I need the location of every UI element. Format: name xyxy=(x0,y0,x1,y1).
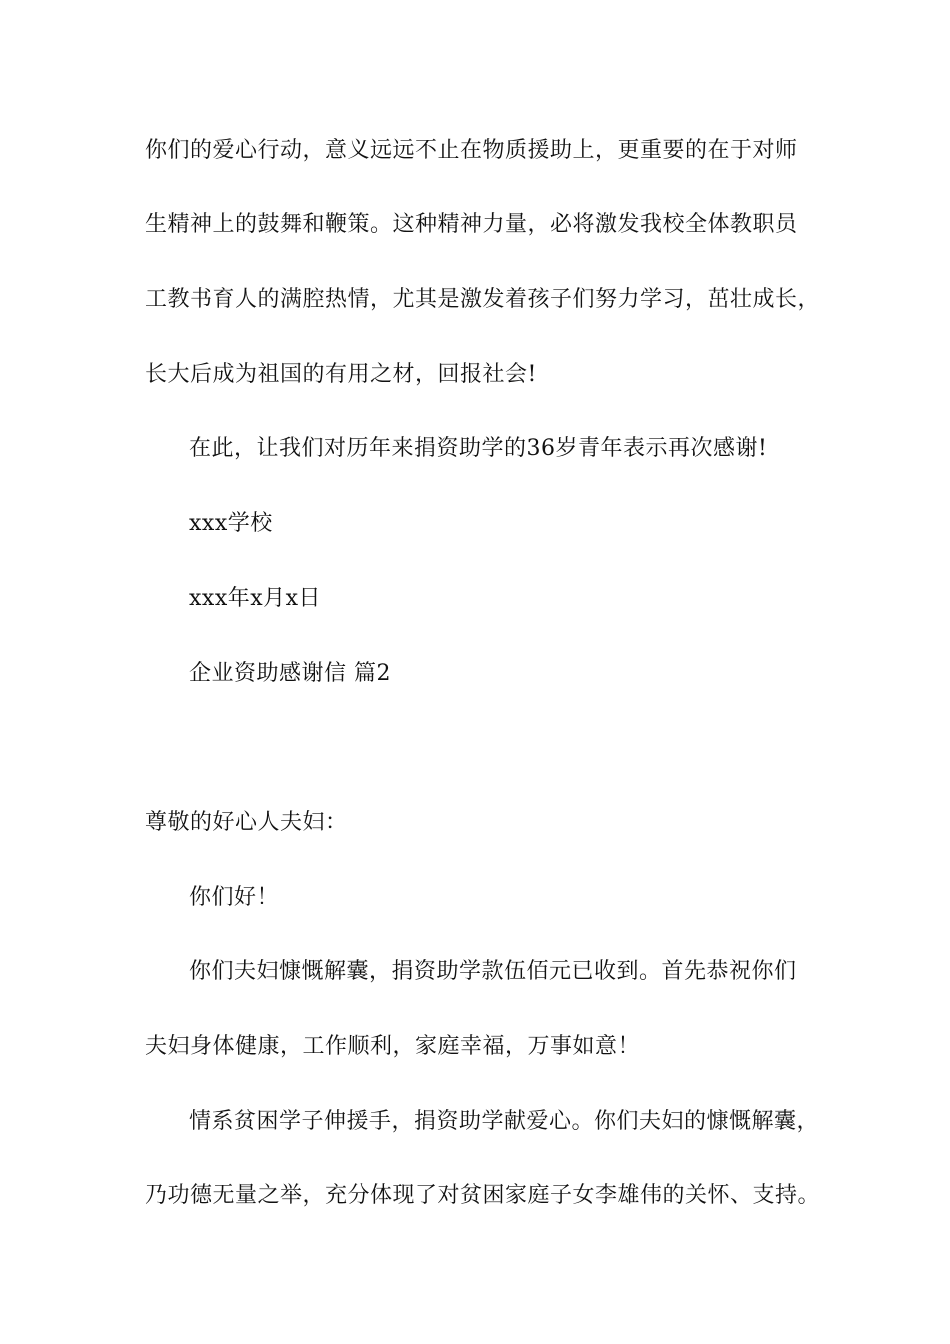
paragraph-line: 长大后成为祖国的有用之材，回报社会! xyxy=(145,362,537,387)
paragraph-line: 工教书育人的满腔热情，尤其是激发着孩子们努力学习，茁壮成长， xyxy=(145,287,821,312)
signature-date: xxx年x月x日 xyxy=(189,586,322,611)
paragraph-line: 乃功德无量之举，充分体现了对贫困家庭子女李雄伟的关怀、支持。 xyxy=(145,1183,821,1208)
greeting: 你们好！ xyxy=(189,885,280,910)
paragraph-line: 在此，让我们对历年来捐资助学的36岁青年表示再次感谢! xyxy=(189,436,768,461)
paragraph-line: 夫妇身体健康，工作顺利，家庭幸福，万事如意！ xyxy=(145,1034,641,1059)
paragraph-line: 你们夫妇慷慨解囊，捐资助学款伍佰元已收到。首先恭祝你们 xyxy=(189,959,797,984)
paragraph-line: 你们的爱心行动，意义远远不止在物质援助上，更重要的在于对师 xyxy=(145,138,798,163)
salutation: 尊敬的好心人夫妇： xyxy=(145,810,348,835)
section-title: 企业资助感谢信 篇2 xyxy=(189,661,391,686)
signature-school: xxx学校 xyxy=(189,511,273,536)
paragraph-line: 情系贫困学子伸援手，捐资助学献爱心。你们夫妇的慷慨解囊， xyxy=(189,1109,820,1134)
paragraph-line: 生精神上的鼓舞和鞭策。这种精神力量，必将激发我校全体教职员 xyxy=(145,212,798,237)
